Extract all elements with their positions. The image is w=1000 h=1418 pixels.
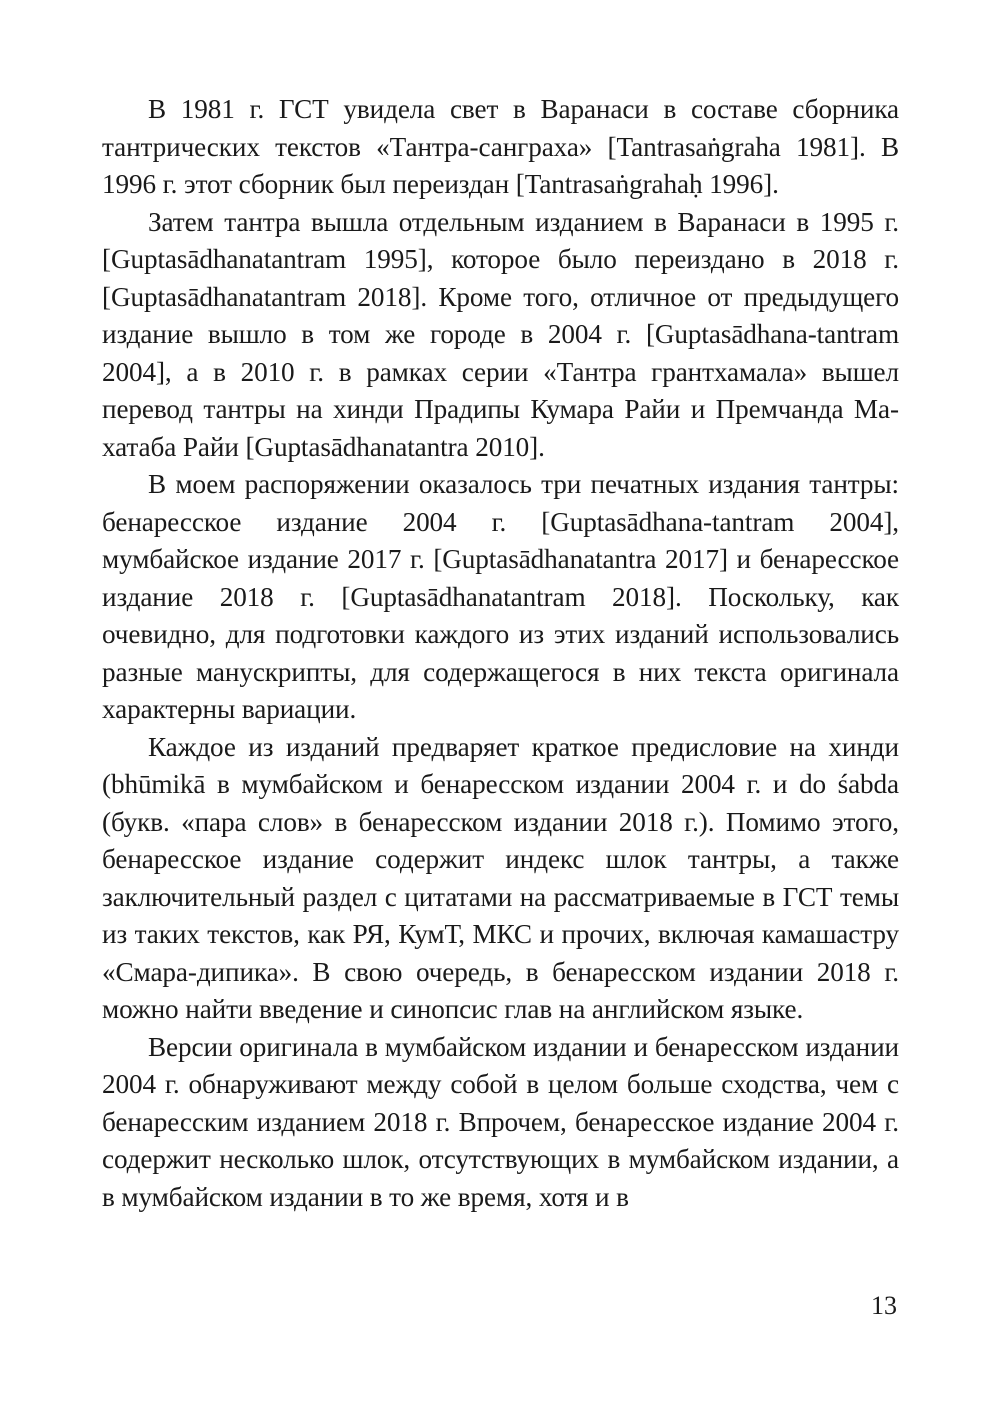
body-text [102,91,899,1216]
paragraph-3: В моем распоряжении оказалось три печатных издания тантры: бенаресское издание 2004 г. [Guptasādhana-tantram 2004], мумбайское издание 2017 г. [Guptasādhanatantra 2017] и бенаресское издание 2018 г. [Guptasādhanatantram 2018]. Поскольку, как очевидно, для подготовки каждого из этих изданий использовались разные манускрипты, для содержащегося в них текста оригинала характерны вариации. [102,469,899,724]
paragraph-2: Затем тантра вышла отдельным изданием в Варанаси в 1995 г. [Guptasādhanatantram 1995], которое было переиздано в 2018 г. [Guptasādhanatantram 2018]. Кроме того, отличное от предыдущего издание вышло в том же городе в 2004 г. [Guptasādhana-tantram 2004], а в 2010 г. в рамках серии «Тантра грантхамала» вышел перевод тантры на хинди Прадипы Кумара Райи и Премчанда Махатаба Райи [Guptasādhanatantra 2010]. [102,206,899,462]
page-number: 13 [871,1291,897,1320]
paragraph-1: В 1981 г. ГСТ увидела свет в Варанаси в составе сборника тантрических текстов «Тантра-санграха» [Tantrasaṅgraha 1981]. В 1996 г. этот сборник был переиздан [Tantrasaṅgrahaḥ 1996]. [102,94,899,199]
paragraph-4: Каждое из изданий предваряет краткое предисловие на хинди (bhūmikā в мумбайском и бенаресском издании 2004 г. и do śabda (букв. «пара слов» в бенаресском издании 2018 г.). Помимо этого, бенаресское издание содержит индекс шлок тантры, а также заключительный раздел с цитатами на рассматриваемые в ГСТ темы из таких текстов, как РЯ, КумТ, МКС и прочих, включая камашастру «Смара-дипика». В свою очередь, в бенаресском издании 2018 г. можно найти введение и синопсис глав на английском языке. [102,731,899,1024]
paragraph-5: Версии оригинала в мумбайском издании и бенаресском издании 2004 г. обнаруживают между собой в целом больше сходства, чем с бенаресским изданием 2018 г. Впрочем, бенаресское издание 2004 г. содержит несколько шлок, отсутствующих в мумбайском издании, а в мумбайском издании в то же время, хотя и в [102,1031,899,1212]
